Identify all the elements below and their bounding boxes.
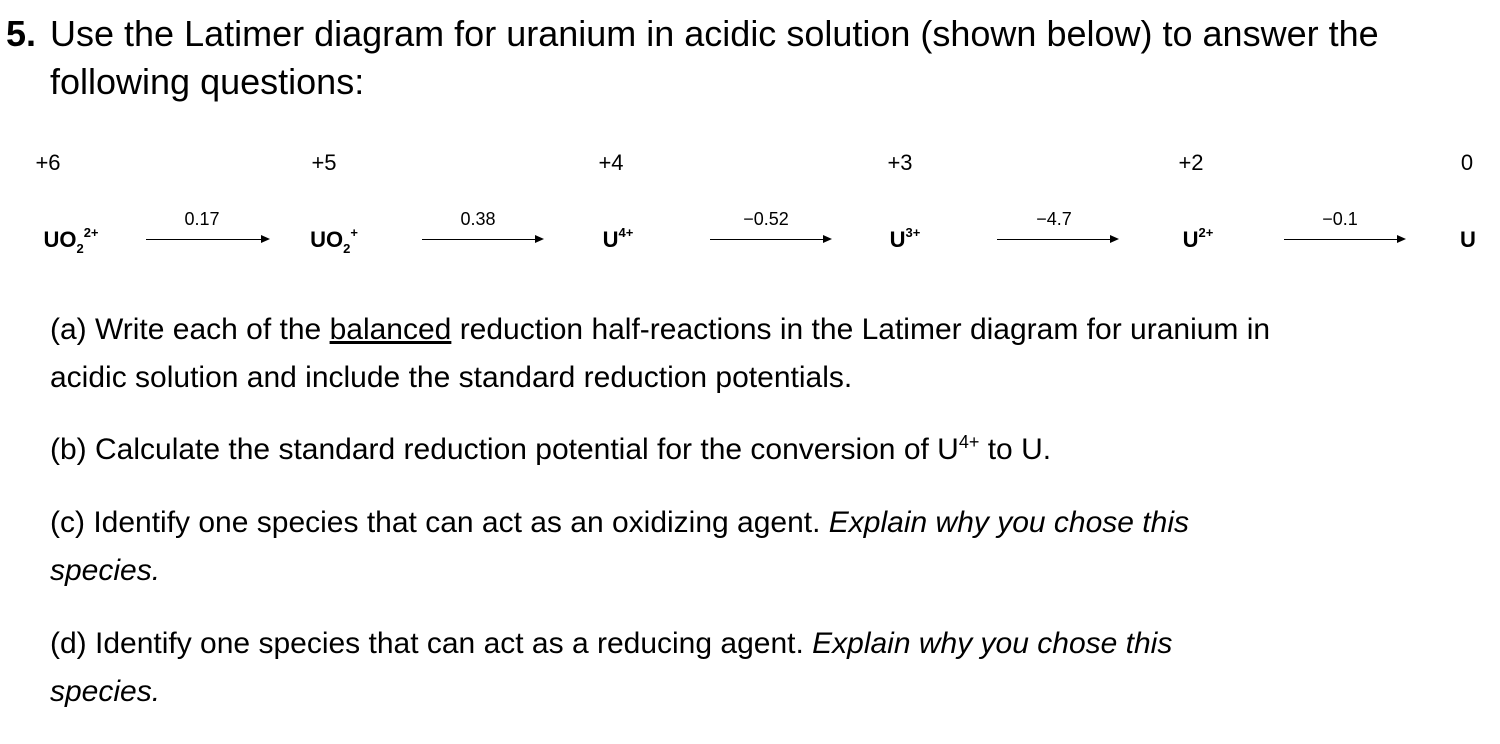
question-number: 5. xyxy=(6,13,37,54)
species-subscript: 2 xyxy=(76,241,84,256)
part-d-italic-line-2: species. xyxy=(50,675,161,708)
part-b-superscript: 4+ xyxy=(958,432,980,452)
part-a-line-2: acidic solution and include the standard reduction potentials. xyxy=(50,361,853,394)
species-superscript: 4+ xyxy=(618,225,634,240)
question-line-1 xyxy=(6,10,1379,58)
reduction-potential: −4.7 xyxy=(1036,209,1072,229)
part-b-text: (b) Calculate the standard reduction potential for the conversion of U xyxy=(50,433,959,466)
reaction-arrow xyxy=(710,239,832,241)
part-c-line-2 xyxy=(50,547,160,595)
species-superscript: 2+ xyxy=(83,225,99,240)
reaction-arrow xyxy=(422,239,544,241)
reaction-arrow xyxy=(1284,239,1406,241)
species-base: U xyxy=(602,227,619,252)
species-superscript: + xyxy=(350,225,358,240)
arrowhead-icon xyxy=(535,235,544,243)
part-a-line-1 xyxy=(50,306,1270,354)
species-base: UO xyxy=(43,227,77,252)
part-c-italic: Explain why you chose this xyxy=(828,506,1189,539)
part-c-text: (c) Identify one species that can act as an oxidizing agent. xyxy=(50,506,829,539)
reduction-potential: −0.1 xyxy=(1322,209,1358,229)
arrowhead-icon xyxy=(1397,235,1406,243)
part-c-line-1 xyxy=(50,499,1189,547)
oxidation-state-label: +4 xyxy=(598,150,624,175)
part-a-text: (a) Write each of the xyxy=(50,313,330,346)
species-u xyxy=(1460,226,1476,254)
question-text-line-2: following questions: xyxy=(50,61,365,102)
part-d-text: (d) Identify one species that can act as a reducing agent. xyxy=(50,627,813,660)
species-superscript: 2+ xyxy=(1198,225,1214,240)
arrowhead-icon xyxy=(261,235,270,243)
species-u-2plus xyxy=(1183,226,1214,257)
oxidation-state-label: 0 xyxy=(1460,150,1474,175)
oxidation-state-label: +2 xyxy=(1178,150,1204,175)
reduction-potential: 0.38 xyxy=(460,209,496,229)
species-uo2-plus xyxy=(310,226,358,257)
part-b-text-after: to U. xyxy=(979,433,1052,466)
reaction-arrow xyxy=(997,239,1119,241)
arrowhead-icon xyxy=(1110,235,1119,243)
part-d-line-2 xyxy=(50,668,160,716)
oxidation-state-label: +3 xyxy=(887,150,913,175)
part-b xyxy=(50,426,1051,474)
species-u-4plus xyxy=(603,226,634,257)
part-a-text-after: reduction half-reactions in the Latimer diagram for uranium in xyxy=(451,313,1271,346)
reduction-potential: 0.17 xyxy=(184,209,220,229)
reaction-arrow xyxy=(146,239,270,241)
oxidation-state-label: +6 xyxy=(35,150,61,175)
species-base: U xyxy=(1182,227,1199,252)
species-u-3plus xyxy=(890,226,921,257)
species-superscript: 3+ xyxy=(905,225,921,240)
oxidation-state-label: +5 xyxy=(311,150,337,175)
species-uo2-2plus xyxy=(43,226,98,257)
question-text-line-1: Use the Latimer diagram for uranium in acidic solution (shown below) to answer the xyxy=(50,13,1379,54)
arrowhead-icon xyxy=(823,235,832,243)
part-d-line-1 xyxy=(50,620,1172,668)
species-base: U xyxy=(889,227,906,252)
part-a-underlined: balanced xyxy=(329,313,452,346)
species-base: U xyxy=(1460,227,1476,252)
reduction-potential: −0.52 xyxy=(743,209,789,229)
part-c-italic-line-2: species. xyxy=(50,554,161,587)
part-d-italic: Explain why you chose this xyxy=(812,627,1173,660)
species-subscript: 2 xyxy=(343,241,351,256)
species-base: UO xyxy=(310,227,344,252)
